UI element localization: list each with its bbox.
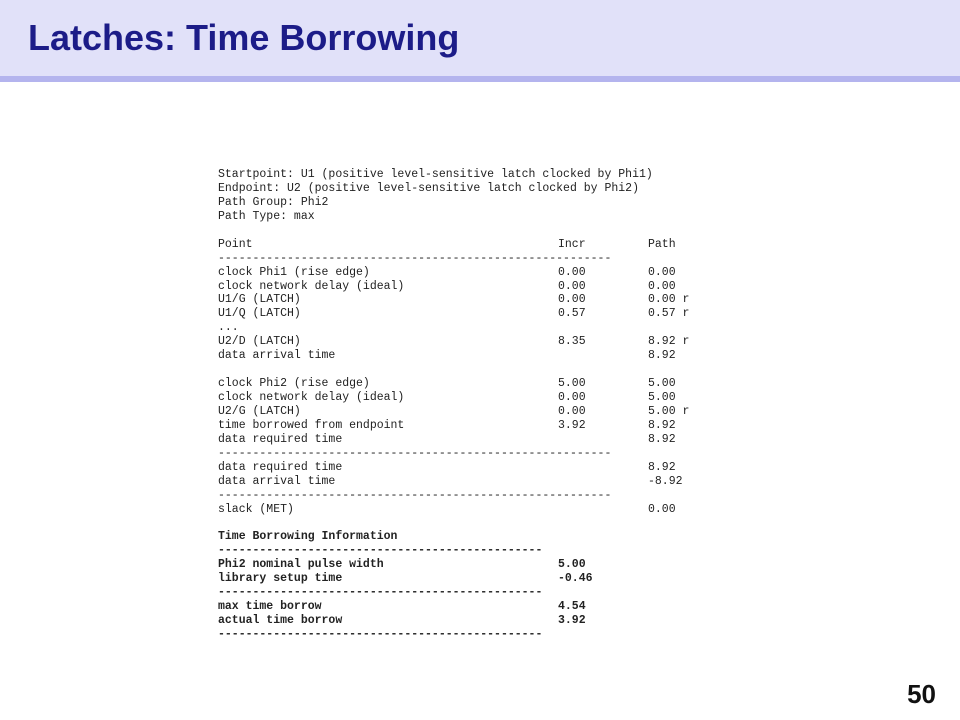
- separator: -----------------------------------------------: [218, 544, 543, 558]
- arrival-row: [218, 280, 689, 294]
- arrival-row: [218, 335, 689, 349]
- incr-cell: 0.00: [558, 391, 586, 404]
- blank-line: [218, 224, 689, 238]
- required-row: [218, 405, 689, 419]
- title-bar: [0, 0, 960, 82]
- borrow-row: [218, 558, 689, 572]
- point-cell: data required time: [218, 432, 343, 446]
- incr-cell: 5.00: [558, 377, 586, 391]
- point-cell: slack (MET): [218, 502, 294, 516]
- path-cell: 8.92: [648, 349, 676, 363]
- point-cell: data arrival time: [218, 474, 336, 488]
- borrow-label: Phi2 nominal pulse width: [218, 558, 384, 572]
- arrival-row: [218, 307, 689, 321]
- incr-cell: 0.00: [558, 279, 586, 293]
- point-cell: clock Phi2 (rise edge): [218, 377, 370, 391]
- point-cell: U2/G (LATCH): [218, 404, 301, 418]
- path-cell: 0.00: [648, 279, 676, 293]
- borrow-label: max time borrow: [218, 600, 322, 614]
- required-row: [218, 433, 689, 447]
- summary-row: [218, 475, 689, 489]
- incr-cell: 0.00: [558, 293, 586, 307]
- arrival-row: [218, 293, 689, 307]
- point-cell: U2/D (LATCH): [218, 335, 301, 349]
- incr-cell: 0.57: [558, 307, 586, 321]
- point-cell: clock network delay (ideal): [218, 279, 405, 293]
- column-incr: Incr: [558, 237, 586, 251]
- borrow-value: 3.92: [558, 614, 586, 627]
- path-cell: 5.00: [648, 391, 676, 404]
- path-cell: -8.92: [648, 474, 683, 488]
- arrival-row: [218, 321, 689, 335]
- report-header-line: Endpoint: U2 (positive level-sensitive latch clocked by Phi2): [218, 181, 639, 195]
- point-cell: clock network delay (ideal): [218, 391, 405, 404]
- borrow-title: Time Borrowing Information: [218, 530, 398, 544]
- borrow-label: actual time borrow: [218, 614, 343, 627]
- borrow-row: [218, 600, 689, 614]
- borrow-value: 4.54: [558, 600, 586, 614]
- path-cell: 0.00: [648, 502, 676, 516]
- report-header-line: Path Type: max: [218, 209, 315, 223]
- page-number: 50: [907, 679, 936, 709]
- separator: -----------------------------------------------: [218, 627, 543, 641]
- borrow-row: [218, 614, 689, 628]
- path-cell: 8.92: [648, 460, 676, 474]
- separator: -----------------------------------------------: [218, 586, 543, 600]
- path-cell: 0.00: [648, 265, 676, 279]
- incr-cell: 0.00: [558, 404, 586, 418]
- borrow-value: -0.46: [558, 572, 593, 586]
- slide-title: Latches: Time Borrowing: [28, 17, 460, 58]
- column-header: [218, 238, 689, 252]
- point-cell: data required time: [218, 460, 343, 474]
- report-header-line: Startpoint: U1 (positive level-sensitive latch clocked by Phi1): [218, 168, 653, 181]
- path-cell: 0.00 r: [648, 293, 690, 307]
- separator: ---------------------------------------------------------: [218, 251, 612, 265]
- blank-line: [218, 363, 689, 377]
- point-cell: data arrival time: [218, 349, 336, 363]
- borrow-label: library setup time: [218, 572, 343, 586]
- required-row: [218, 419, 689, 433]
- point-cell: time borrowed from endpoint: [218, 418, 405, 432]
- path-cell: 5.00: [648, 377, 676, 391]
- required-row: [218, 377, 689, 391]
- path-cell: 0.57 r: [648, 307, 690, 321]
- summary-row: [218, 461, 689, 475]
- point-cell: ...: [218, 321, 239, 335]
- incr-cell: 3.92: [558, 418, 586, 432]
- incr-cell: 0.00: [558, 265, 586, 279]
- path-cell: 8.92: [648, 418, 676, 432]
- arrival-row: [218, 349, 689, 363]
- required-row: [218, 391, 689, 405]
- separator: ---------------------------------------------------------: [218, 488, 612, 502]
- path-cell: 8.92: [648, 432, 676, 446]
- point-cell: U1/Q (LATCH): [218, 307, 301, 321]
- incr-cell: 8.35: [558, 335, 586, 349]
- borrow-row: [218, 572, 689, 586]
- borrow-value: 5.00: [558, 558, 586, 572]
- arrival-row: [218, 266, 689, 280]
- blank-line: [218, 516, 689, 530]
- slack-row: [218, 503, 689, 517]
- column-path: Path: [648, 237, 676, 251]
- path-cell: 8.92 r: [648, 335, 690, 349]
- column-point: Point: [218, 237, 253, 251]
- point-cell: U1/G (LATCH): [218, 293, 301, 307]
- separator: ---------------------------------------------------------: [218, 446, 612, 460]
- point-cell: clock Phi1 (rise edge): [218, 265, 370, 279]
- report-header-line: Path Group: Phi2: [218, 195, 329, 209]
- path-cell: 5.00 r: [648, 404, 690, 418]
- timing-report: [218, 168, 689, 642]
